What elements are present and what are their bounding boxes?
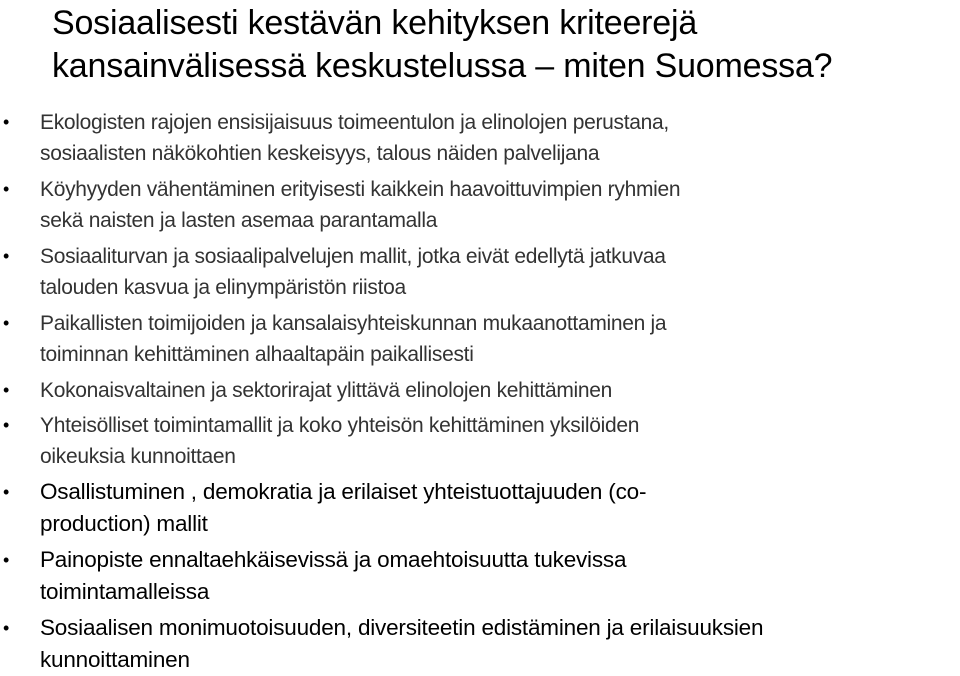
bullet-line: toiminnan kehittäminen alhaaltapäin paikallisesti [40,343,474,366]
bullet-text [40,174,960,236]
bullet-item-6 [0,410,960,472]
bullet-item-7 [0,476,960,540]
slide-title-line-1: Sosiaalisesti kestävän kehityksen kriteerejä [52,4,698,42]
slide-title-line-2: kansainvälisessä keskustelussa – miten Suomessa? [52,47,833,85]
bullet-text [40,308,960,370]
bullet-text [40,410,960,472]
bullet-item-4 [0,308,960,370]
bullet-dot-icon: • [3,179,10,199]
bullet-dot-icon: • [3,313,10,333]
bullet-line: Paikallisten toimijoiden ja kansalaisyhteiskunnan mukaanottaminen ja [40,312,667,335]
bullet-item-8 [0,544,960,608]
bullet-line: sekä naisten ja lasten asemaa parantamalla [40,209,438,232]
bullet-dot-icon: • [3,618,10,638]
bullet-line: talouden kasvua ja elinympäristön riistoa [40,276,406,299]
bullet-text [40,544,960,608]
bullet-line: Ekologisten rajojen ensisijaisuus toimeentulon ja elinolojen perustana, [40,111,669,134]
bullet-dot-icon: • [3,415,10,435]
bullet-item-5 [0,375,960,406]
bullet-text [40,612,960,676]
bullet-line: toimintamalleissa [40,579,210,604]
bullet-text [40,476,960,540]
bullet-dot-icon: • [3,482,10,502]
bullet-line: Yhteisölliset toimintamallit ja koko yhteisön kehittäminen yksilöiden [40,414,640,437]
bullet-line: Sosiaaliturvan ja sosiaalipalvelujen mallit, jotka eivät edellytä jatkuvaa [40,245,666,268]
bullet-line: Köyhyyden vähentäminen erityisesti kaikkein haavoittuvimpien ryhmien [40,178,681,201]
bullet-dot-icon: • [3,380,10,400]
bullet-line: Sosiaalisen monimuotoisuuden, diversiteetin edistäminen ja erilaisuuksien [40,615,764,640]
bullet-text [40,107,960,169]
bullet-item-3 [0,241,960,303]
bullet-line: Osallistuminen , demokratia ja erilaiset yhteistuottajuuden (co- [40,479,647,504]
bullet-line: sosiaalisten näkökohtien keskeisyys, talous näiden palvelijana [40,142,600,165]
bullet-item-9 [0,612,960,676]
bullet-dot-icon: • [3,550,10,570]
bullet-line: Painopiste ennaltaehkäisevissä ja omaehtoisuutta tukevissa [40,547,627,572]
bullet-item-2 [0,174,960,236]
bullet-text [40,375,960,406]
bullet-line: production) mallit [40,511,208,536]
bullet-line: kunnoittaminen [40,647,190,672]
bullet-dot-icon: • [3,112,10,132]
bullet-text [40,241,960,303]
bullet-dot-icon: • [3,246,10,266]
bullet-line: Kokonaisvaltainen ja sektorirajat ylittävä elinolojen kehittäminen [40,379,613,402]
slide-title [52,2,932,88]
bullet-item-1 [0,107,960,169]
bullet-line: oikeuksia kunnoittaen [40,445,236,468]
bullet-list [0,107,960,676]
